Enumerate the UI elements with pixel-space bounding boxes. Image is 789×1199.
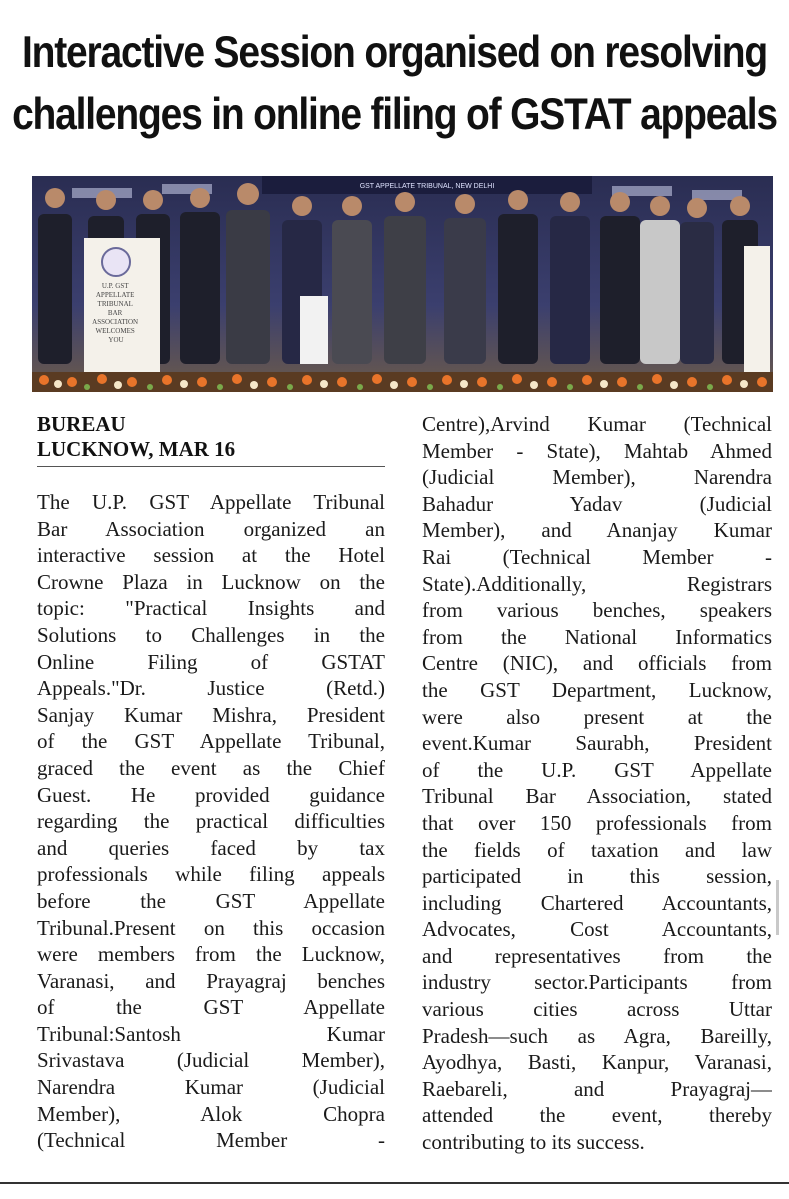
article-line: Centre),Arvind Kumar (Technical bbox=[422, 412, 772, 436]
article-line: and representatives from the bbox=[422, 943, 772, 968]
article-line: Ayodhya, Basti, Kanpur, Varanasi, bbox=[422, 1050, 772, 1075]
article-line: various cities across Uttar bbox=[422, 997, 772, 1022]
article-line: industry sector.Participants from bbox=[422, 970, 772, 995]
article-line: professionals while filing appeals bbox=[37, 862, 385, 887]
flower-decoration bbox=[32, 372, 773, 392]
article-line: attended the event, thereby bbox=[422, 1103, 772, 1128]
article-line: Guest. He provided guidance bbox=[37, 782, 385, 807]
headline bbox=[0, 22, 789, 146]
article-line: Raebareli, and Prayagraj— bbox=[422, 1076, 772, 1101]
article-line: Rai (Technical Member - bbox=[422, 544, 772, 569]
article-line: Bahadur Yadav (Judicial bbox=[422, 491, 772, 516]
article-line: Member - State), Mahtab Ahmed bbox=[422, 438, 772, 463]
side-stand bbox=[744, 246, 770, 376]
article-line: including Chartered Accountants, bbox=[422, 890, 772, 915]
podium-line-1: U.P. GST bbox=[101, 282, 129, 290]
article-column-2 bbox=[422, 411, 772, 1156]
article-line: were also present at the bbox=[422, 704, 772, 729]
article-line: Tribunal Bar Association, stated bbox=[422, 784, 772, 809]
article-line: of the U.P. GST Appellate bbox=[422, 757, 772, 782]
article-line: graced the event as the Chief bbox=[37, 755, 385, 780]
byline-source: BUREAU bbox=[37, 412, 126, 436]
article-line: event.Kumar Saurabh, President bbox=[422, 731, 772, 756]
scroll-marker bbox=[776, 880, 779, 935]
article-line: of the GST Appellate Tribunal, bbox=[37, 729, 385, 754]
article-line: Online Filing of GSTAT bbox=[37, 649, 385, 674]
article-line: Appeals."Dr. Justice (Retd.) bbox=[37, 676, 385, 701]
article-line: Varanasi, and Prayagraj benches bbox=[37, 968, 385, 993]
article-line: of the GST Appellate bbox=[37, 995, 385, 1020]
article-line: topic: "Practical Insights and bbox=[37, 596, 385, 621]
headline-line-2: challenges in online filing of GSTAT appeals bbox=[12, 89, 777, 140]
article-line: Member), and Ananjay Kumar bbox=[422, 518, 772, 543]
article-line: Srivastava (Judicial Member), bbox=[37, 1048, 385, 1073]
article-line: Solutions to Challenges in the bbox=[37, 622, 385, 647]
article-column-1 bbox=[37, 489, 385, 1154]
bottom-divider bbox=[0, 1182, 789, 1184]
article-line: State).Additionally, Registrars bbox=[422, 571, 772, 596]
article-line: The U.P. GST Appellate Tribunal bbox=[37, 490, 385, 514]
article-line: from the National Informatics bbox=[422, 624, 772, 649]
article-line: the fields of taxation and law bbox=[422, 837, 772, 862]
article-line: interactive session at the Hotel bbox=[37, 543, 385, 568]
article-line: from various benches, speakers bbox=[422, 598, 772, 623]
podium-line-4: BAR bbox=[107, 309, 123, 317]
podium-line-5: ASSOCIATION bbox=[92, 318, 139, 326]
article-line: Tribunal:Santosh Kumar bbox=[37, 1021, 385, 1046]
article-line: the GST Department, Lucknow, bbox=[422, 677, 772, 702]
article-line: contributing to its success. bbox=[422, 1130, 645, 1155]
headline-line-1: Interactive Session organised on resolving bbox=[21, 27, 767, 78]
podium-line-7: YOU bbox=[108, 336, 124, 344]
byline bbox=[37, 412, 235, 462]
article-line: participated in this session, bbox=[422, 864, 772, 889]
article-line: (Technical Member - bbox=[37, 1128, 385, 1153]
article-line: and queries faced by tax bbox=[37, 835, 385, 860]
article-line: Centre (NIC), and officials from bbox=[422, 651, 772, 676]
podium-line-2: APPELLATE bbox=[95, 291, 135, 299]
article-line: Bar Association organized an bbox=[37, 516, 385, 541]
article-line: Crowne Plaza in Lucknow on the bbox=[37, 569, 385, 594]
article-line: regarding the practical difficulties bbox=[37, 809, 385, 834]
podium-line-3: TRIBUNAL bbox=[97, 300, 133, 308]
article-line: were members from the Lucknow, bbox=[37, 942, 385, 967]
stage-banner-text: GST APPELLATE TRIBUNAL, NEW DELHI bbox=[359, 183, 495, 190]
article-line: that over 150 professionals from bbox=[422, 810, 772, 835]
event-photo bbox=[32, 176, 773, 392]
article-line: Member), Alok Chopra bbox=[37, 1101, 385, 1126]
byline-dateline: LUCKNOW, MAR 16 bbox=[37, 437, 236, 461]
article-line: Sanjay Kumar Mishra, President bbox=[37, 702, 385, 727]
podium-line-6: WELCOMES bbox=[95, 327, 135, 335]
article-line: before the GST Appellate bbox=[37, 888, 385, 913]
article-line: Pradesh—such as Agra, Bareilly, bbox=[422, 1023, 772, 1048]
article-line: Narendra Kumar (Judicial bbox=[37, 1075, 385, 1100]
byline-divider bbox=[37, 466, 385, 467]
article-line: Tribunal.Present on this occasion bbox=[37, 915, 385, 940]
welcome-podium bbox=[84, 238, 160, 376]
article-line: Advocates, Cost Accountants, bbox=[422, 917, 772, 942]
article-line: (Judicial Member), Narendra bbox=[422, 465, 772, 490]
event-photo-illustration bbox=[32, 176, 773, 392]
